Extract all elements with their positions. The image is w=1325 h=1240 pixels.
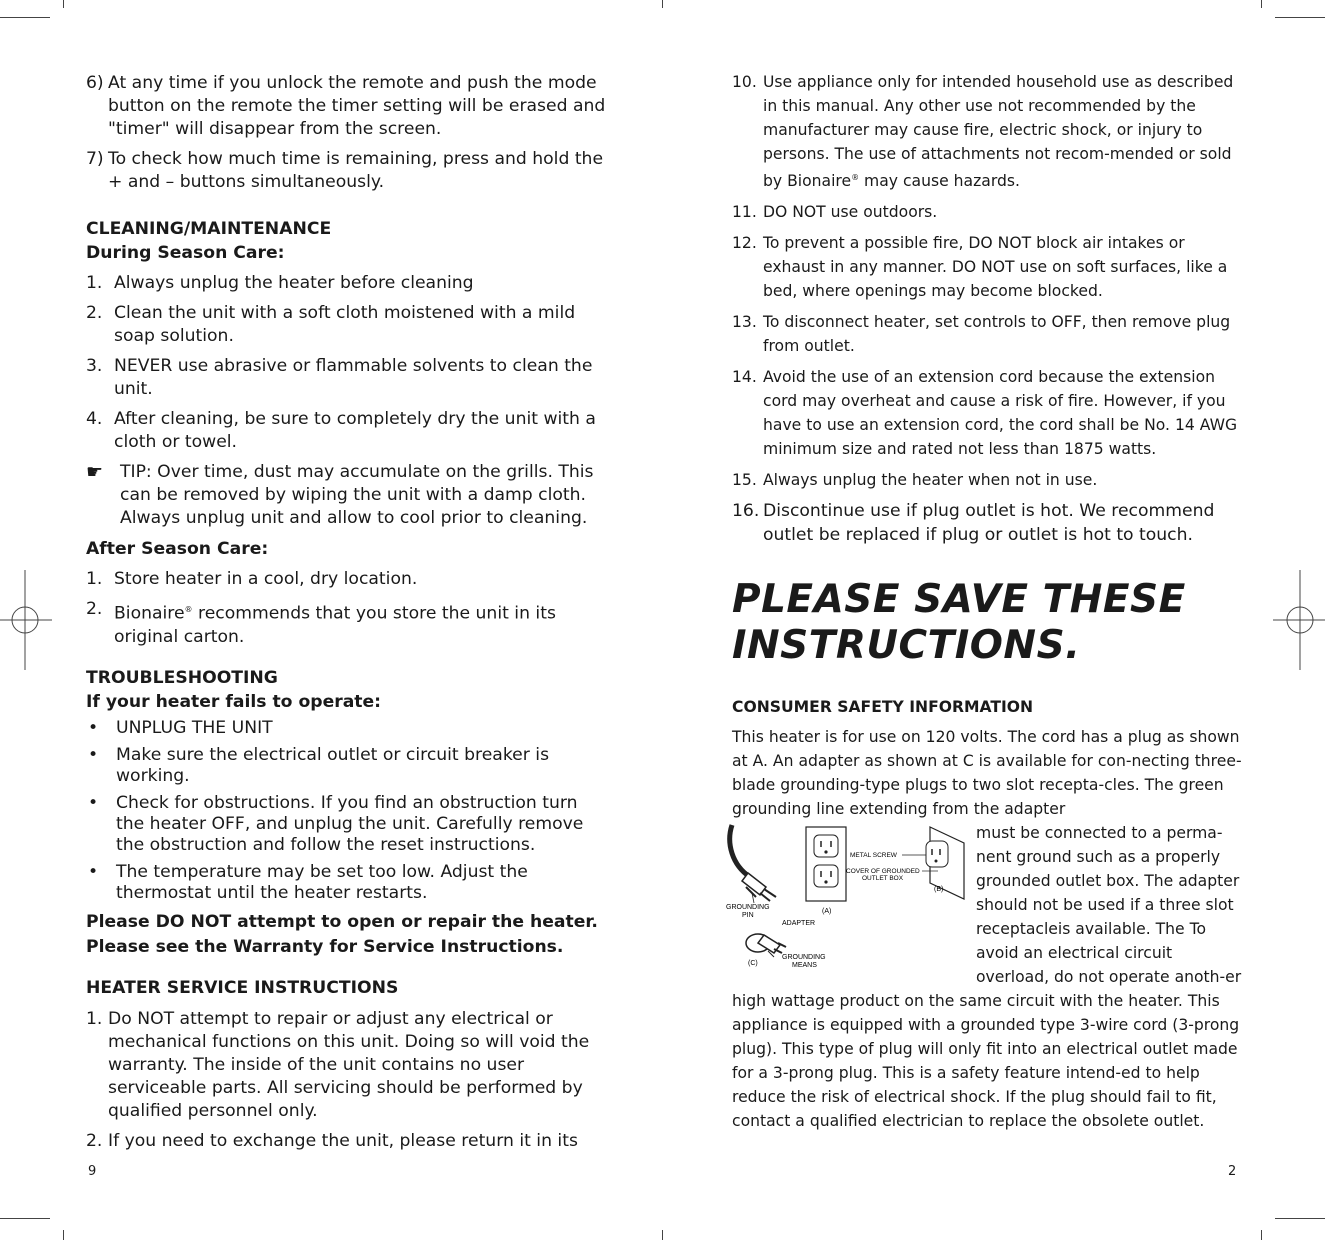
crop-mark <box>662 1230 663 1240</box>
troubleshooting-heading: TROUBLESHOOTING <box>86 667 278 688</box>
left-page <box>86 70 606 1160</box>
consumer-safety-intro: This heater is for use on 120 volts. The cord has a plug as shown at A. An adapter as shown at C is available for con-necting three-blade grounding-type plugs to two slot recepta-cles. The green grounding line extending from the adapter <box>732 728 1242 819</box>
crop-mark <box>0 1218 50 1219</box>
crop-mark <box>1275 1218 1325 1219</box>
adapter-label: ADAPTER <box>782 920 816 928</box>
safety-item-12: 12. To prevent a possible fire, DO NOT block air intakes or exhaust in any manner. DO NOT use on soft surfaces, like a bed, where openings may become blocked. <box>732 234 1228 301</box>
grounding-pin-label-2: PIN <box>742 912 754 920</box>
consumer-safety-body: GROUNDING PIN (A) METAL SCREW COVER OF GROUNDED OUTLET BOX (B) ADAPTER (C) GROUNDING MEANS must be connected to a perma-nent ground such as a properly grounded outlet box. The adapter should not be used if a three slot receptacleis available. The To avoid an electrical circuit overload, do not operate anoth-er high wattage product on the same circuit with the heater. This appliance is equipped with a grounded type 3-wire cord (3-prong plug). This type of plug will only fit into an electrical outlet made for a 3-prong plug. This is a safety feature intend-ed to help reduce the risk of electrical shock. If the plug should fail to fit, contact a qualified electrician to replace the obsolete outlet. <box>726 824 1242 1131</box>
registration-mark-right <box>1273 570 1325 670</box>
consumer-safety-heading: CONSUMER SAFETY INFORMATION <box>732 698 1034 717</box>
safety-item-14: 14. Avoid the use of an extension cord because the extension cord may overheat and cause a risk of fire. However, if you have to use an extension cord, the cord shall be No. 14 AWG minimum size and rated not less than 1875 watts. <box>732 368 1238 459</box>
grounding-plug-diagram <box>726 823 970 973</box>
trouble-bullet: • UNPLUG THE UNIT <box>88 717 273 738</box>
service-item: 1. Do NOT attempt to repair or adjust any electrical or mechanical functions on this unit. Doing so will void the warranty. The inside of the unit contains no user serviceable parts. All servicing should be performed by qualified personnel only. <box>86 1008 590 1121</box>
metal-screw-label: METAL SCREW <box>850 852 897 860</box>
page-number-left: 9 <box>88 1164 97 1179</box>
cleaning-heading: CLEANING/MAINTENANCE <box>86 219 332 239</box>
service-heading: HEATER SERVICE INSTRUCTIONS <box>86 977 399 998</box>
safety-item-13: 13. To disconnect heater, set controls to OFF, then remove plug from outlet. <box>732 313 1231 356</box>
tip-note: ☛ TIP: Over time, dust may accumulate on the grills. This can be removed by wiping the unit with a damp cloth. Always unplug unit and allow to cool prior to cleaning. <box>86 461 594 528</box>
label-b: (B) <box>934 886 944 894</box>
after-item: 1. Store heater in a cool, dry location. <box>86 569 418 589</box>
pointing-hand-icon: ☛ <box>86 461 104 483</box>
registration-mark-left <box>0 570 52 670</box>
fails-heading: If your heater fails to operate: <box>86 691 382 712</box>
crop-mark <box>63 1230 64 1240</box>
warning-line-2: Please see the Warranty for Service Instructions. <box>86 936 564 957</box>
safety-item-11: 11. DO NOT use outdoors. <box>732 203 938 222</box>
grounding-means-label-2: MEANS <box>792 962 817 970</box>
trouble-bullet: • Check for obstructions. If you find an obstruction turn the heater OFF, and unplug the unit. Carefully remove the obstruction and follow the reset instructions. <box>88 792 584 855</box>
after-season-heading: After Season Care: <box>86 539 269 559</box>
safety-item-15: 15. Always unplug the heater when not in use. <box>732 471 1098 490</box>
label-c: (C) <box>748 960 758 968</box>
service-item: 2. If you need to exchange the unit, please return it in its <box>86 1130 578 1151</box>
page-number-right: 2 <box>1228 1164 1237 1179</box>
trouble-bullet: • The temperature may be set too low. Adjust the thermostat until the heater restarts. <box>88 861 528 903</box>
during-item: 1. Always unplug the heater before cleaning <box>86 273 474 293</box>
cover-label: COVER OF GROUNDED <box>846 868 920 876</box>
crop-mark <box>1275 17 1325 18</box>
grounding-pin-label: GROUNDING <box>726 904 770 912</box>
during-item: 2. Clean the unit with a soft cloth moistened with a mild soap solution. <box>86 303 576 346</box>
crop-mark <box>0 17 50 18</box>
save-instructions-title: PLEASE SAVE THESE INSTRUCTIONS. <box>732 577 1186 669</box>
grounding-means-label: GROUNDING <box>782 954 826 962</box>
label-a: (A) <box>822 908 832 916</box>
step-6: 6) At any time if you unlock the remote and push the mode button on the remote the timer setting will be erased and "timer" will disappear from the screen. <box>86 73 606 139</box>
warning-line-1: Please DO NOT attempt to open or repair the heater. <box>86 911 598 932</box>
after-item: 2. Bionaire® recommends that you store the unit in its original carton. <box>86 599 556 647</box>
safety-item-16: 16. Discontinue use if plug outlet is hot. We recommend outlet be replaced if plug or outlet is hot to touch. <box>732 501 1215 546</box>
step-7: 7) To check how much time is remaining, press and hold the + and – buttons simultaneously. <box>86 149 604 192</box>
during-item: 3. NEVER use abrasive or flammable solvents to clean the unit. <box>86 356 593 399</box>
crop-mark <box>63 0 64 8</box>
crop-mark <box>662 0 663 8</box>
cover-label-2: OUTLET BOX <box>862 875 904 883</box>
right-page <box>726 70 1244 1133</box>
during-season-heading: During Season Care: <box>86 243 285 263</box>
during-item: 4. After cleaning, be sure to completely dry the unit with a cloth or towel. <box>86 409 596 452</box>
safety-item-10: 10. Use appliance only for intended household use as described in this manual. Any other use not recommended by the manufacturer may cause fire, electric shock, or injury to persons. The use of attachments not recom-mended or sold by Bionaire® may cause hazards. <box>732 73 1234 191</box>
trouble-bullet: • Make sure the electrical outlet or circuit breaker is working. <box>88 744 550 786</box>
crop-mark <box>1261 0 1262 8</box>
crop-mark <box>1261 1230 1262 1240</box>
